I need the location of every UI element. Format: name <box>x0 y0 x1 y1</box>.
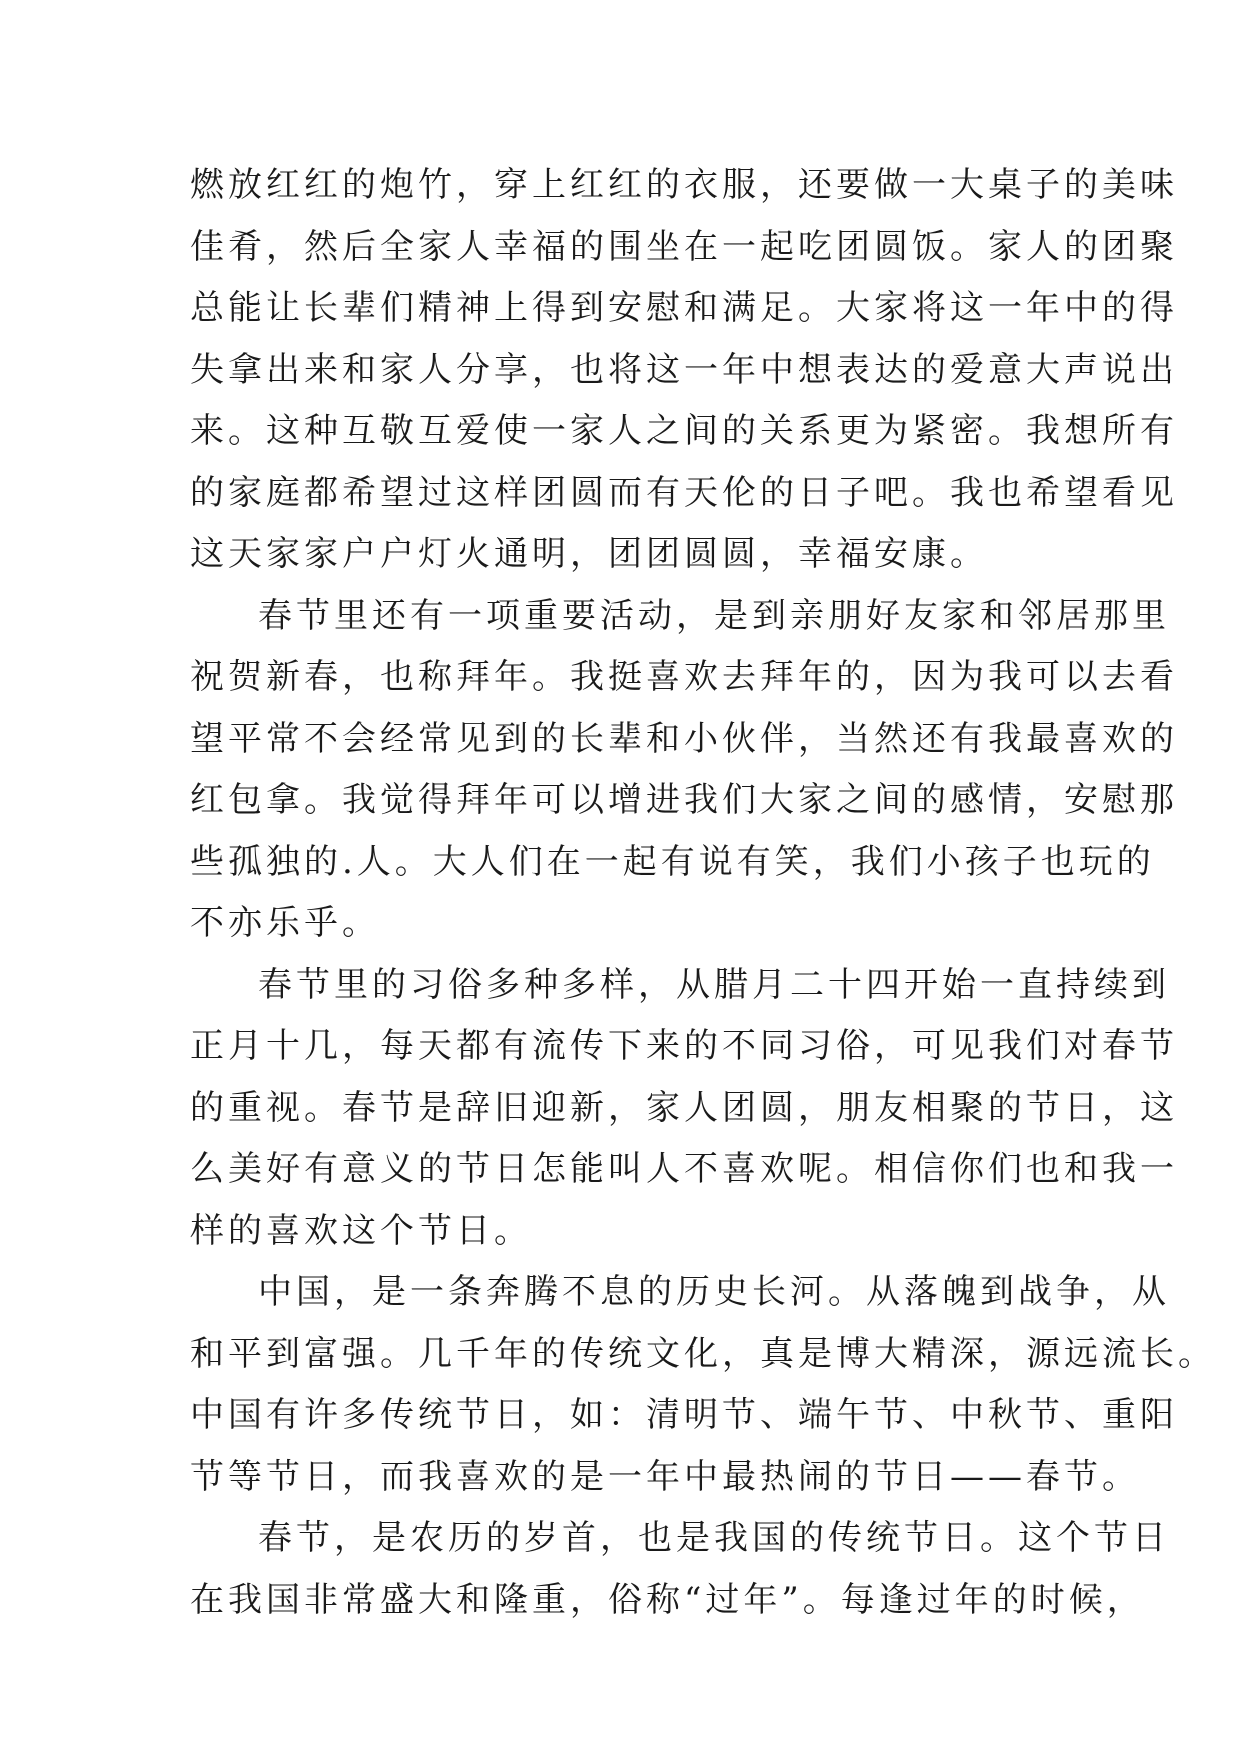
text-line: 样的喜欢这个节日。 <box>190 1210 532 1251</box>
text-line: 的家庭都希望过这样团圆而有天伦的日子吧。我也希望看见 <box>190 472 1178 513</box>
text-line: 和平到富强。几千年的传统文化，真是博大精深，源远流长。 <box>190 1333 1216 1374</box>
text-line: 节等节日，而我喜欢的是一年中最热闹的节日——春节。 <box>190 1456 1140 1497</box>
text-line: 些孤独的.人。大人们在一起有说有笑，我们小孩子也玩的 <box>190 841 1155 882</box>
text-line: 中国有许多传统节日，如：清明节、端午节、中秋节、重阳 <box>190 1395 1178 1435</box>
text-line: 么美好有意义的节日怎能叫人不喜欢呢。相信你们也和我一 <box>190 1149 1178 1189</box>
paragraph-first-line: 春节里还有一项重要活动，是到亲朋好友家和邻居那里 <box>258 595 1170 636</box>
paragraph-first-line: 春节里的习俗多种多样，从腊月二十四开始一直持续到 <box>258 964 1170 1005</box>
text-line: 来。这种互敬互爱使一家人之间的关系更为紧密。我想所有 <box>190 411 1178 451</box>
text-line: 总能让长辈们精神上得到安慰和满足。大家将这一年中的得 <box>190 288 1178 328</box>
text-line: 燃放红红的炮竹，穿上红红的衣服，还要做一大桌子的美味 <box>190 165 1178 205</box>
text-line: 正月十几，每天都有流传下来的不同习俗，可见我们对春节 <box>190 1026 1178 1066</box>
text-line: 佳肴，然后全家人幸福的围坐在一起吃团圆饭。家人的团聚 <box>190 226 1178 267</box>
paragraph-first-line: 中国，是一条奔腾不息的历史长河。从落魄到战争，从 <box>258 1272 1170 1312</box>
text-line: 在我国非常盛大和隆重，俗称“过年”。每逢过年的时候， <box>190 1579 1145 1620</box>
text-line: 望平常不会经常见到的长辈和小伙伴，当然还有我最喜欢的 <box>190 718 1178 759</box>
text-line: 的重视。春节是辞旧迎新，家人团圆，朋友相聚的节日，这 <box>190 1087 1178 1128</box>
text-line: 祝贺新春，也称拜年。我挺喜欢去拜年的，因为我可以去看 <box>190 657 1178 697</box>
text-line: 红包拿。我觉得拜年可以增进我们大家之间的感情，安慰那 <box>190 780 1178 820</box>
text-line: 不亦乐乎。 <box>190 903 380 943</box>
text-line: 失拿出来和家人分享，也将这一年中想表达的爱意大声说出 <box>190 349 1178 390</box>
paragraph-first-line: 春节，是农历的岁首，也是我国的传统节日。这个节日 <box>258 1518 1170 1558</box>
body-text <box>190 155 1216 1631</box>
text-line: 这天家家户户灯火通明，团团圆圆，幸福安康。 <box>190 534 988 574</box>
